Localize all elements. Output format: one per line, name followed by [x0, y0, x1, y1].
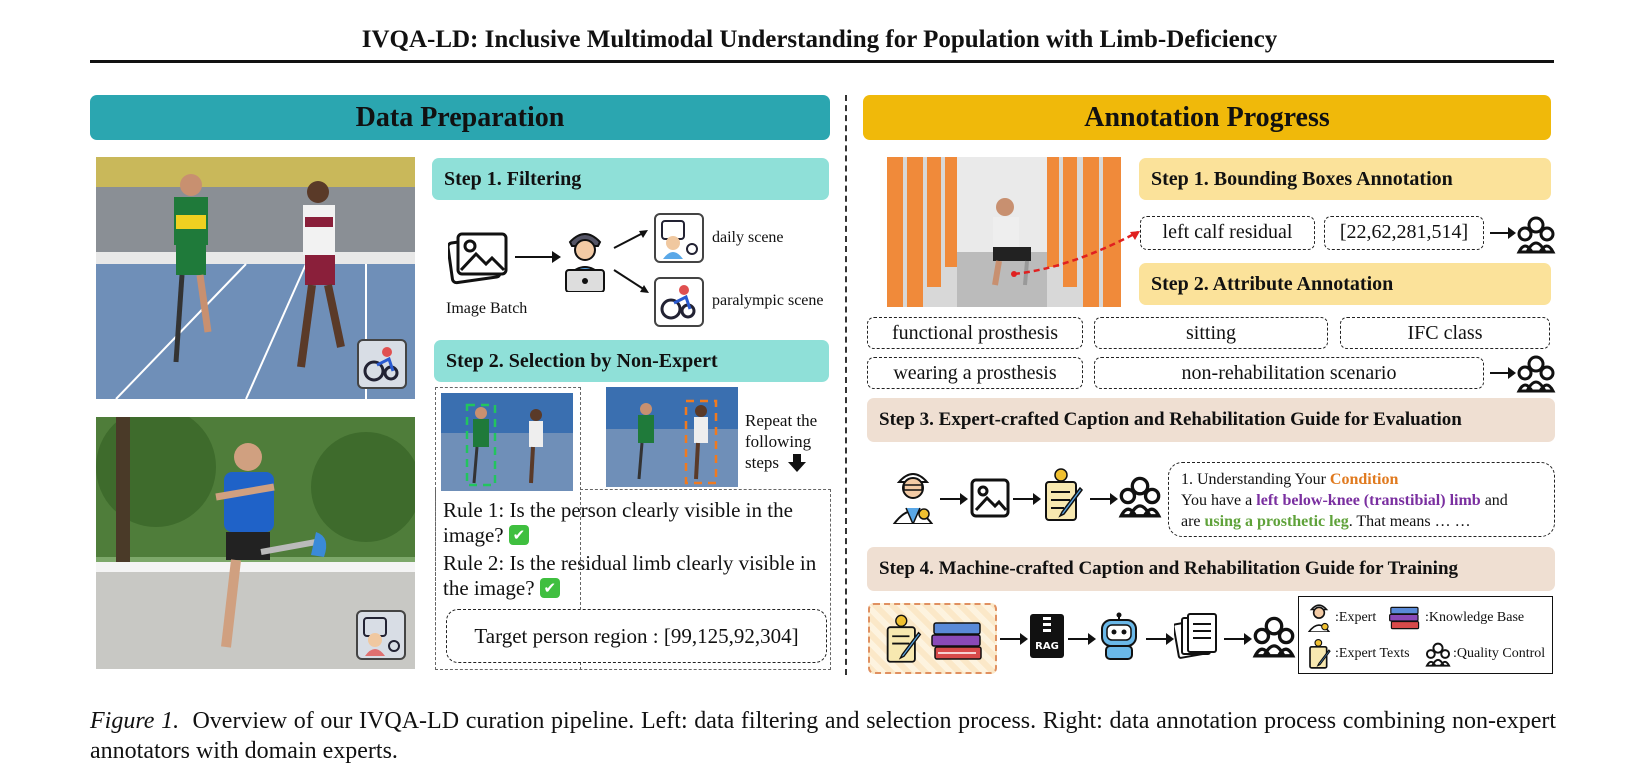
arrow-head	[1508, 227, 1516, 239]
daily-scene-icon	[356, 610, 406, 660]
arrow-head	[960, 493, 968, 505]
attribute-tag: functional prosthesis	[867, 317, 1083, 349]
flow-arrow	[1146, 638, 1168, 640]
paralympic-scene-icon	[357, 339, 407, 389]
attribute-tag: wearing a prosthesis	[867, 357, 1083, 389]
documents-icon	[1174, 612, 1220, 660]
arrow-head	[1166, 633, 1174, 645]
expert-text-icon	[1307, 639, 1333, 669]
guide-text: 1. Understanding Your	[1181, 471, 1330, 488]
knowledge-base-icon	[930, 619, 986, 663]
step3-expert-header: Step 3. Expert-crafted Caption and Rehabilitation Guide for Evaluation	[867, 398, 1555, 442]
arrow-head	[1244, 633, 1252, 645]
paralympic-scene-label: paralympic scene	[712, 292, 824, 309]
zip-stripe	[1043, 617, 1051, 635]
bbox-label-box: left calf residual	[1140, 216, 1315, 250]
data-preparation-banner: Data Preparation	[90, 95, 830, 140]
guide-line1	[1181, 469, 1542, 490]
image-icon	[970, 478, 1010, 518]
selection-dashed-frame-mid	[580, 489, 831, 490]
check-icon: ✔	[509, 525, 529, 545]
step2-selection-header: Step 2. Selection by Non-Expert	[434, 340, 829, 382]
rule2-text: Rule 2: Is the residual limb clearly visible in the image?	[443, 551, 817, 600]
source-materials-box	[868, 603, 997, 674]
expert-text-icon	[884, 613, 924, 665]
attribute-tag: sitting	[1094, 317, 1328, 349]
flow-arrow	[1000, 638, 1022, 640]
guide-condition: Condition	[1329, 471, 1399, 488]
arrow-head	[1033, 493, 1041, 505]
title-rule	[90, 60, 1554, 63]
annotator-laptop-icon	[562, 226, 608, 292]
figure-title: IVQA-LD: Inclusive Multimodal Understanding for Population with Limb-Deficiency	[361, 26, 1278, 53]
guide-text: You have a	[1181, 492, 1257, 509]
arrow-to-group	[1490, 372, 1510, 374]
group-icon	[1516, 214, 1556, 254]
bbox-pointer-arrow	[1010, 228, 1142, 278]
rag-file-icon	[1030, 614, 1064, 658]
guide-text: . That means … …	[1348, 513, 1471, 530]
daily-scene-icon	[654, 213, 704, 263]
flow-arrow	[1090, 498, 1112, 500]
arrow-head	[1508, 367, 1516, 379]
legend-knowledge-base: :Knowledge Base	[1425, 610, 1525, 625]
rag-label: RAG	[1035, 641, 1059, 652]
repeat-note-text: Repeat the following steps	[745, 411, 818, 472]
group-icon	[1252, 614, 1296, 658]
flow-arrow	[1224, 638, 1246, 640]
image-icon	[448, 230, 510, 288]
arrow-batch-to-annotator	[515, 256, 557, 258]
knowledge-base-icon	[1387, 605, 1423, 631]
bbox-coords-box: [22,62,281,514]	[1324, 216, 1484, 250]
legend-box	[1298, 596, 1553, 674]
annotation-progress-banner: Annotation Progress	[863, 95, 1551, 140]
legend-quality-control: :Quality Control	[1453, 646, 1546, 661]
daily-scene-label: daily scene	[712, 229, 784, 246]
flow-arrow	[940, 498, 962, 500]
rule1-text: Rule 1: Is the person clearly visible in the image?	[443, 498, 793, 547]
guide-line2	[1181, 490, 1542, 511]
arrow-to-group	[1490, 232, 1510, 234]
expert-icon	[890, 468, 936, 524]
arrow-head	[552, 251, 561, 263]
rule2	[443, 551, 828, 601]
step1-bbox-header: Step 1. Bounding Boxes Annotation	[1139, 158, 1551, 200]
fork-arrows	[612, 228, 652, 298]
step4-machine-header: Step 4. Machine-crafted Caption and Rehabilitation Guide for Training	[867, 547, 1555, 591]
selection-photo-green	[441, 393, 573, 491]
guide-text: are	[1181, 513, 1205, 530]
check-icon: ✔	[540, 578, 560, 598]
figure-label: Figure 1.	[90, 708, 180, 734]
expert-text-icon	[1042, 468, 1086, 522]
repeat-note	[745, 410, 835, 473]
arrow-head	[1110, 493, 1118, 505]
rule1	[443, 498, 828, 548]
rehab-guide-box	[1168, 462, 1555, 537]
arrow-head	[1088, 633, 1096, 645]
center-divider	[845, 95, 847, 675]
flow-arrow	[1013, 498, 1035, 500]
attribute-tag: non-rehabilitation scenario	[1094, 357, 1484, 389]
group-icon	[1516, 353, 1556, 393]
flow-arrow	[1068, 638, 1090, 640]
robot-icon	[1096, 612, 1142, 660]
arrow-head	[1020, 633, 1028, 645]
group-icon	[1425, 641, 1451, 667]
guide-text: and	[1480, 492, 1508, 509]
group-icon	[1118, 474, 1162, 518]
expert-icon	[1305, 602, 1333, 632]
image-batch-label: Image Batch	[446, 300, 528, 317]
legend-expert: :Expert	[1335, 610, 1377, 625]
selection-photo-orange	[606, 387, 738, 487]
guide-line3	[1181, 511, 1542, 532]
figure-caption	[90, 706, 1556, 766]
target-region-box: Target person region : [99,125,92,304]	[446, 609, 827, 663]
guide-prosthetic: using a prosthetic leg	[1204, 513, 1349, 530]
attribute-tag: IFC class	[1340, 317, 1550, 349]
legend-expert-texts: :Expert Texts	[1335, 646, 1410, 661]
guide-limb: left below-knee (transtibial) limb	[1256, 492, 1481, 509]
step2-attribute-header: Step 2. Attribute Annotation	[1139, 263, 1551, 305]
caption-text: Overview of our IVQA-LD curation pipeline. Left: data filtering and selection process. Right: data annotation process combining non-expert annotators with domain experts.	[90, 708, 1557, 764]
step1-filtering-header: Step 1. Filtering	[432, 158, 829, 200]
down-arrow-icon	[787, 454, 807, 472]
paralympic-scene-icon	[654, 277, 704, 327]
